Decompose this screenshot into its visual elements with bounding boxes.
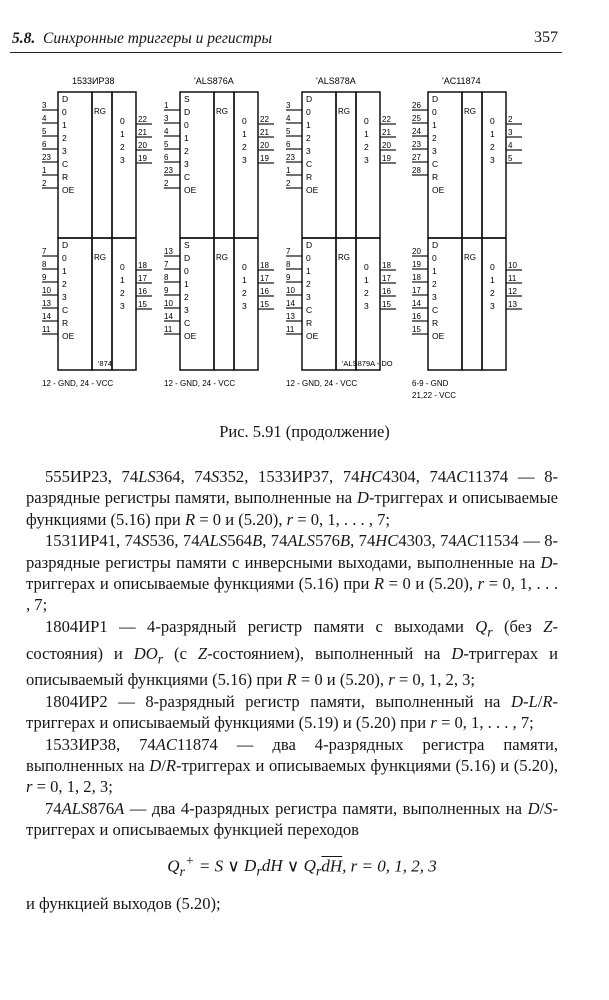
output-label: 3 bbox=[120, 155, 125, 165]
input-pin: 1 bbox=[286, 166, 291, 175]
output-label: 2 bbox=[242, 142, 247, 152]
output-pin: 17 bbox=[138, 274, 147, 283]
body-text bbox=[26, 466, 558, 914]
input-pin: 10 bbox=[164, 299, 173, 308]
input-label: D bbox=[306, 94, 313, 104]
input-label: C bbox=[184, 318, 191, 328]
input-label: OE bbox=[432, 331, 445, 341]
input-pin: 19 bbox=[412, 260, 421, 269]
input-label: 2 bbox=[306, 133, 311, 143]
output-pin: 18 bbox=[382, 261, 391, 270]
input-pin: 7 bbox=[286, 247, 291, 256]
input-label: 3 bbox=[432, 292, 437, 302]
input-label: D bbox=[432, 94, 439, 104]
output-label: 0 bbox=[242, 262, 247, 272]
input-label: S bbox=[184, 240, 190, 250]
output-pin: 13 bbox=[508, 300, 517, 309]
rg-label: RG bbox=[216, 107, 228, 116]
input-pin: 9 bbox=[286, 273, 291, 282]
input-pin: 8 bbox=[164, 273, 169, 282]
input-label: OE bbox=[432, 185, 445, 195]
input-pin: 11 bbox=[42, 325, 51, 334]
input-label: R bbox=[432, 172, 439, 182]
input-label: 0 bbox=[306, 253, 311, 263]
chip-title: 'ALS878A bbox=[316, 76, 356, 86]
paragraph-3: 1804ИР1 — 4-разрядный регистр памяти с выходами $Q_r$ (без Z-состояния) и $DO_r$ (с Z-состоянием), выполненный на D-триггерах и описываемый функциями (5.16) при R = 0 и (5.20), r = 0, 1, 2, 3; bbox=[26, 616, 558, 690]
power-note: 12 - GND, 24 - VCC bbox=[164, 379, 236, 388]
chip-top-out bbox=[112, 92, 136, 238]
chip-top-out bbox=[234, 92, 258, 238]
input-pin: 9 bbox=[42, 273, 47, 282]
output-label: 3 bbox=[364, 301, 369, 311]
input-label: OE bbox=[306, 331, 319, 341]
input-label: R bbox=[306, 318, 313, 328]
input-pin: 6 bbox=[42, 140, 47, 149]
input-label: D bbox=[184, 107, 191, 117]
input-pin: 23 bbox=[42, 153, 51, 162]
input-label: C bbox=[62, 159, 69, 169]
output-pin: 15 bbox=[138, 300, 147, 309]
output-pin: 3 bbox=[508, 128, 513, 137]
input-label: D bbox=[62, 240, 69, 250]
output-label: 1 bbox=[364, 129, 369, 139]
input-pin: 7 bbox=[42, 247, 47, 256]
input-label: 0 bbox=[306, 107, 311, 117]
output-pin: 19 bbox=[260, 154, 269, 163]
output-label: 2 bbox=[120, 142, 125, 152]
output-label: 3 bbox=[490, 301, 495, 311]
output-pin: 15 bbox=[260, 300, 269, 309]
input-label: 1 bbox=[184, 279, 189, 289]
output-pin: 21 bbox=[382, 128, 391, 137]
input-pin: 5 bbox=[286, 127, 291, 136]
input-label: 3 bbox=[184, 159, 189, 169]
output-pin: 19 bbox=[382, 154, 391, 163]
input-label: 0 bbox=[432, 107, 437, 117]
input-label: OE bbox=[62, 185, 75, 195]
input-pin: 23 bbox=[164, 166, 173, 175]
input-label: 2 bbox=[184, 292, 189, 302]
input-pin: 13 bbox=[286, 312, 295, 321]
input-label: 2 bbox=[306, 279, 311, 289]
input-label: 0 bbox=[184, 266, 189, 276]
input-pin: 8 bbox=[42, 260, 47, 269]
output-pin: 20 bbox=[260, 141, 269, 150]
paragraph-6: 74ALS876A — два 4-разрядных регистра памяти, выполненных на D/S-триггерах и описываемых функцией переходов bbox=[26, 798, 558, 840]
output-label: 1 bbox=[364, 275, 369, 285]
output-pin: 10 bbox=[508, 261, 517, 270]
input-pin: 8 bbox=[286, 260, 291, 269]
page-number: 357 bbox=[534, 29, 558, 46]
input-pin: 10 bbox=[286, 286, 295, 295]
input-label: 0 bbox=[62, 253, 67, 263]
input-pin: 17 bbox=[412, 286, 421, 295]
input-label: 3 bbox=[306, 292, 311, 302]
input-label: D bbox=[62, 94, 69, 104]
output-pin: 21 bbox=[138, 128, 147, 137]
chip-title: 'AC11874 bbox=[442, 76, 481, 86]
input-label: C bbox=[62, 305, 69, 315]
rg-label: RG bbox=[338, 107, 350, 116]
input-pin: 14 bbox=[286, 299, 295, 308]
input-pin: 5 bbox=[164, 140, 169, 149]
output-pin: 19 bbox=[138, 154, 147, 163]
page-header bbox=[10, 26, 562, 53]
rg-label: RG bbox=[464, 107, 476, 116]
input-pin: 7 bbox=[164, 260, 169, 269]
input-pin: 11 bbox=[164, 325, 173, 334]
input-label: 2 bbox=[432, 279, 437, 289]
output-label: 2 bbox=[364, 288, 369, 298]
input-label: OE bbox=[306, 185, 319, 195]
input-pin: 6 bbox=[286, 140, 291, 149]
power-note: 21,22 - VCC bbox=[412, 391, 457, 400]
output-label: 1 bbox=[490, 129, 495, 139]
input-pin: 4 bbox=[42, 114, 47, 123]
input-label: 2 bbox=[62, 133, 67, 143]
input-pin: 27 bbox=[412, 153, 421, 162]
input-pin: 3 bbox=[164, 114, 169, 123]
output-label: 3 bbox=[242, 301, 247, 311]
chip-title: 1533ИР38 bbox=[72, 76, 115, 86]
output-pin: 21 bbox=[260, 128, 269, 137]
input-label: 1 bbox=[432, 266, 437, 276]
output-pin: 22 bbox=[138, 115, 147, 124]
input-pin: 10 bbox=[42, 286, 51, 295]
chip-note: '874 bbox=[98, 359, 112, 368]
output-pin: 18 bbox=[138, 261, 147, 270]
output-pin: 15 bbox=[382, 300, 391, 309]
input-label: 2 bbox=[432, 133, 437, 143]
power-note: 12 - GND, 24 - VCC bbox=[286, 379, 358, 388]
rg-label: RG bbox=[338, 253, 350, 262]
input-pin: 16 bbox=[412, 312, 421, 321]
input-pin: 20 bbox=[412, 247, 421, 256]
output-pin: 11 bbox=[508, 274, 517, 283]
input-pin: 24 bbox=[412, 127, 421, 136]
input-label: C bbox=[432, 305, 439, 315]
input-label: 2 bbox=[62, 279, 67, 289]
output-label: 0 bbox=[242, 116, 247, 126]
figure-5-91 bbox=[0, 66, 609, 416]
output-pin: 2 bbox=[508, 115, 513, 124]
output-label: 1 bbox=[242, 275, 247, 285]
output-label: 1 bbox=[242, 129, 247, 139]
input-label: R bbox=[62, 318, 69, 328]
paragraph-1: 555ИР23, 74LS364, 74S352, 1533ИР37, 74HC4304, 74AC11374 — 8-разрядные регистры памяти, выполненные на D-триггерах и описываемые функциями (5.16) при R = 0 и (5.20), r = 0, 1, . . . , 7; bbox=[26, 467, 559, 529]
input-pin: 4 bbox=[164, 127, 169, 136]
output-label: 1 bbox=[490, 275, 495, 285]
input-label: D bbox=[184, 253, 191, 263]
input-pin: 11 bbox=[286, 325, 295, 334]
output-label: 2 bbox=[120, 288, 125, 298]
input-label: R bbox=[432, 318, 439, 328]
input-pin: 1 bbox=[42, 166, 47, 175]
input-pin: 28 bbox=[412, 166, 421, 175]
input-pin: 5 bbox=[42, 127, 47, 136]
output-pin: 18 bbox=[260, 261, 269, 270]
output-pin: 22 bbox=[260, 115, 269, 124]
formula: $Q_r^+ = S$ ∨ $D_rdH$ ∨ $Q_r\overline{dH}$, r = 0, 1, 2, 3 bbox=[167, 852, 437, 880]
input-pin: 2 bbox=[42, 179, 47, 188]
output-label: 2 bbox=[364, 142, 369, 152]
input-label: 0 bbox=[62, 107, 67, 117]
output-label: 0 bbox=[364, 116, 369, 126]
output-pin: 16 bbox=[382, 287, 391, 296]
input-label: 3 bbox=[62, 146, 67, 156]
power-note: 6-9 - GND bbox=[412, 379, 449, 388]
output-label: 2 bbox=[490, 142, 495, 152]
paragraph-5: 1533ИР38, 74AC11874 — два 4-разрядных регистра памяти, выполненных на D/R-триггерах и описываемых функциями (5.16) и (5.20), r = 0, 1, 2, 3; bbox=[26, 734, 559, 797]
input-label: R bbox=[306, 172, 313, 182]
input-label: C bbox=[306, 305, 313, 315]
output-pin: 12 bbox=[508, 287, 517, 296]
rg-label: RG bbox=[94, 253, 106, 262]
input-label: 1 bbox=[306, 120, 311, 130]
input-pin: 14 bbox=[412, 299, 421, 308]
input-pin: 6 bbox=[164, 153, 169, 162]
input-pin: 9 bbox=[164, 286, 169, 295]
input-label: C bbox=[432, 159, 439, 169]
input-pin: 25 bbox=[412, 114, 421, 123]
rg-label: RG bbox=[94, 107, 106, 116]
chip-note: 'ALS879A - DO bbox=[342, 359, 393, 368]
input-pin: 4 bbox=[286, 114, 291, 123]
paragraph-4: 1804ИР2 — 8-разрядный регистр памяти, выполненный на D-L/R-триггерах и описываемый функциями (5.19) и (5.20) при r = 0, 1, . . . , 7; bbox=[26, 691, 558, 733]
output-label: 3 bbox=[364, 155, 369, 165]
input-label: S bbox=[184, 94, 190, 104]
output-pin: 4 bbox=[508, 141, 513, 150]
rg-label: RG bbox=[464, 253, 476, 262]
section-heading: 5.8. Синхронные триггеры и регистры bbox=[12, 30, 272, 47]
closing-line: и функцией выходов (5.20); bbox=[26, 893, 221, 913]
power-note: 12 - GND, 24 - VCC bbox=[42, 379, 114, 388]
output-label: 3 bbox=[242, 155, 247, 165]
input-label: D bbox=[432, 240, 439, 250]
input-pin: 14 bbox=[164, 312, 173, 321]
output-pin: 22 bbox=[382, 115, 391, 124]
output-label: 2 bbox=[490, 288, 495, 298]
input-pin: 2 bbox=[286, 179, 291, 188]
rg-label: RG bbox=[216, 253, 228, 262]
input-pin: 14 bbox=[42, 312, 51, 321]
input-label: OE bbox=[184, 185, 197, 195]
input-label: OE bbox=[184, 331, 197, 341]
output-label: 1 bbox=[120, 275, 125, 285]
output-label: 1 bbox=[120, 129, 125, 139]
input-pin: 18 bbox=[412, 273, 421, 282]
output-label: 0 bbox=[120, 262, 125, 272]
input-pin: 15 bbox=[412, 325, 421, 334]
output-label: 0 bbox=[490, 262, 495, 272]
output-pin: 5 bbox=[508, 154, 513, 163]
input-pin: 3 bbox=[286, 101, 291, 110]
output-label: 2 bbox=[242, 288, 247, 298]
output-pin: 17 bbox=[382, 274, 391, 283]
input-pin: 23 bbox=[412, 140, 421, 149]
chip-top-out bbox=[482, 92, 506, 238]
output-label: 3 bbox=[490, 155, 495, 165]
output-pin: 20 bbox=[382, 141, 391, 150]
input-label: 0 bbox=[184, 120, 189, 130]
input-pin: 1 bbox=[164, 101, 169, 110]
output-label: 0 bbox=[364, 262, 369, 272]
output-pin: 16 bbox=[138, 287, 147, 296]
input-pin: 13 bbox=[164, 247, 173, 256]
input-label: 3 bbox=[432, 146, 437, 156]
input-pin: 26 bbox=[412, 101, 421, 110]
input-pin: 2 bbox=[164, 179, 169, 188]
output-pin: 16 bbox=[260, 287, 269, 296]
input-pin: 23 bbox=[286, 153, 295, 162]
input-label: 3 bbox=[306, 146, 311, 156]
input-label: C bbox=[306, 159, 313, 169]
input-pin: 3 bbox=[42, 101, 47, 110]
input-label: 2 bbox=[184, 146, 189, 156]
chip-title: 'ALS876A bbox=[194, 76, 234, 86]
output-label: 0 bbox=[490, 116, 495, 126]
input-label: 3 bbox=[184, 305, 189, 315]
input-label: 1 bbox=[432, 120, 437, 130]
input-label: R bbox=[62, 172, 69, 182]
chip-top-out bbox=[356, 92, 380, 238]
paragraph-2: 1531ИР41, 74S536, 74ALS564B, 74ALS576B, 74HC4303, 74AC11534 — 8-разрядные регистры памяти с инверсными выходами, выполненные на D-триггерах и описываемые функциями (5.16) при R = 0 и (5.20), r = 0, 1, . . . , 7; bbox=[26, 531, 559, 615]
input-label: 1 bbox=[184, 133, 189, 143]
input-label: 1 bbox=[306, 266, 311, 276]
input-label: 3 bbox=[62, 292, 67, 302]
figure-caption: Рис. 5.91 (продолжение) bbox=[219, 422, 390, 441]
input-label: 1 bbox=[62, 120, 67, 130]
input-label: D bbox=[306, 240, 313, 250]
output-label: 3 bbox=[120, 301, 125, 311]
output-pin: 17 bbox=[260, 274, 269, 283]
input-label: C bbox=[184, 172, 191, 182]
input-label: 0 bbox=[432, 253, 437, 263]
input-label: OE bbox=[62, 331, 75, 341]
input-label: 1 bbox=[62, 266, 67, 276]
output-label: 0 bbox=[120, 116, 125, 126]
output-pin: 20 bbox=[138, 141, 147, 150]
input-pin: 13 bbox=[42, 299, 51, 308]
